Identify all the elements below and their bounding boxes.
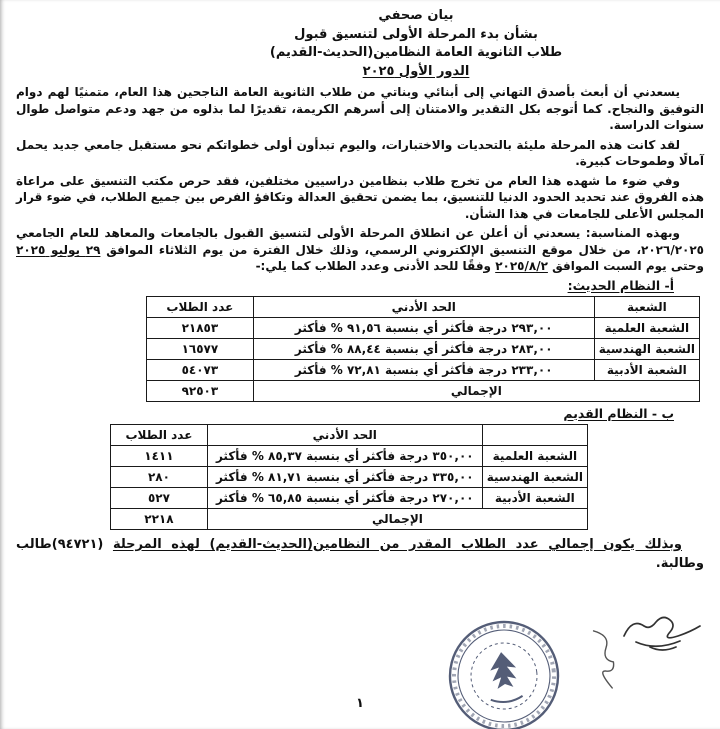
- count-cell: ١٤١١: [111, 445, 208, 466]
- header-track: الشعبة: [594, 296, 699, 317]
- track-cell: الشعبة الأدبية: [594, 359, 699, 380]
- table-row: [147, 317, 700, 338]
- announcement-text-2: وحتى يوم السبت الموافق: [547, 259, 704, 273]
- minimum-cell: ٢٧٠,٠٠ درجة فأكثر أي بنسبة ٦٥,٨٥ % فأكثر: [207, 487, 482, 508]
- total-count-cell: ٢٢١٨: [111, 508, 208, 529]
- section-modern-title: أ- النظام الحديث:: [567, 277, 674, 293]
- section-modern-label: [16, 278, 674, 293]
- end-date: ٢٠٢٥/٨/٢: [495, 259, 548, 273]
- minimum-cell: ٢٩٣,٠٠ درجة فأكثر أي بنسبة ٩١,٥٦ % فأكثر: [253, 317, 594, 338]
- table-row: [111, 487, 588, 508]
- modern-system-table: [146, 296, 700, 402]
- doc-title-session: الدور الأول ٢٠٢٥: [362, 63, 470, 79]
- header-track: [482, 424, 587, 445]
- announcement-text-1: وبهذه المناسبة: يسعدني أن أعلن عن انطلاق المرحلة الأولى لتنسيق القبول بالجامعات والمعاهد للعام الجامعي ٢٠٢٦/٢٠٢٥، من خلال موقع التنسيق الإلكتروني الرسمي، وذلك خلال الفترة من يوم الثلاثاء الموافق: [16, 226, 704, 257]
- table-row: [111, 445, 588, 466]
- header-minimum: الحد الأدني: [207, 424, 482, 445]
- count-cell: ٥٤٠٧٣: [147, 359, 254, 380]
- total-label-cell: الإجمالي: [253, 380, 699, 401]
- total-count-cell: ٩٢٥٠٣: [147, 380, 254, 401]
- doc-title-line-1: بيان صحفي: [378, 8, 454, 23]
- count-cell: ٥٢٧: [111, 487, 208, 508]
- track-cell: الشعبة العلمية: [482, 445, 587, 466]
- track-cell: الشعبة الهندسية: [594, 338, 699, 359]
- document-header: [16, 7, 704, 81]
- closing-paragraph: [16, 535, 704, 573]
- track-cell: الشعبة العلمية: [594, 317, 699, 338]
- table-row: [111, 466, 588, 487]
- paragraph-greeting: يسعدني أن أبعث بأصدق التهاني إلى أبنائي وبناتي من طلاب الثانوية العامة الناجحين هذا العام، متمنيًا لهم دوام التوفيق والنجاح. كما أتوجه بكل التقدير والامتنان إلى أسرهم الكريمة، تقديرًا لما بذلوه من جهد ودعم متواصل طوال سنوات الدراسة.: [16, 85, 704, 132]
- handwritten-signature-icon: [618, 610, 710, 652]
- doc-title-line-3: طلاب الثانوية العامة النظامين(الحديث-القديم): [269, 45, 563, 60]
- paragraph-encouragement: لقد كانت هذه المرحلة مليئة بالتحديات والاختبارات، واليوم تبدأون أولى خطواتكم نحو مستقبل جامعي جديد يحمل آمالًا وطموحات كبيرة.: [16, 137, 704, 168]
- old-table-header-row: [111, 424, 588, 445]
- start-date: ٢٩ يوليو ٢٠٢٥: [16, 242, 101, 257]
- minimum-cell: ٢٨٣,٠٠ درجة فأكثر أي بنسبة ٨٨,٤٤ % فأكثر: [253, 338, 594, 359]
- count-cell: ١٦٥٧٧: [147, 338, 254, 359]
- header-student-count: عدد الطلاب: [111, 424, 208, 445]
- header-minimum: الحد الأدني: [253, 296, 594, 317]
- minimum-cell: ٣٣٥,٠٠ درجة فأكثر أي بنسبة ٨١,٧١ % فأكثر: [207, 466, 482, 487]
- page-number: ١: [356, 696, 364, 711]
- track-cell: الشعبة الهندسية: [482, 466, 587, 487]
- closing-total-number: (٩٤٧٢١)طالب وطالبة.: [16, 536, 704, 571]
- table-total-row: [147, 380, 700, 401]
- announcement-text-3: وفقًا للحد الأدنى وعدد الطلاب كما يلي:-: [255, 259, 496, 273]
- minimum-cell: ٢٣٣,٠٠ درجة فأكثر أي بنسبة ٧٢,٨١ % فأكثر: [253, 359, 594, 380]
- total-label-cell: الإجمالي: [207, 508, 587, 529]
- count-cell: ٢١٨٥٣: [147, 317, 254, 338]
- paragraph-two-systems: وفي ضوء ما شهده هذا العام من تخرج طلاب بنظامين دراسيين مختلفين، فقد حرص مكتب التنسيق على مراعاة هذه الفروق عند تحديد الحدود الدنيا للتنسيق، بما يضمن تحقيق العدالة وتكافؤ الفرص بين جميع الطلاب، في ضوء قرار المجلس الأعلى للجامعات في هذا الشأن.: [16, 173, 704, 221]
- minimum-cell: ٣٥٠,٠٠ درجة فأكثر أي بنسبة ٨٥,٣٧ % فأكثر: [207, 445, 482, 466]
- table-row: [147, 359, 700, 380]
- eagle-emblem-icon: [488, 651, 518, 690]
- section-old-title: ب - النظام القديم: [563, 405, 674, 421]
- header-student-count: عدد الطلاب: [147, 296, 254, 317]
- track-cell: الشعبة الأدبية: [482, 487, 587, 508]
- table-total-row: [111, 508, 588, 529]
- secondary-scribble-icon: [581, 621, 633, 697]
- doc-title-line-2: بشأن بدء المرحلة الأولى لتنسيق قبول: [294, 26, 538, 42]
- closing-total-statement: وبذلك يكون إجمالي عدد الطلاب المقدر من النظامين(الحديث-القديم) لهذه المرحلة: [112, 536, 682, 552]
- old-system-table: [110, 424, 588, 530]
- section-old-label: [16, 406, 674, 421]
- count-cell: ٢٨٠: [111, 466, 208, 487]
- modern-table-header-row: [147, 296, 700, 317]
- paragraph-announcement: [16, 225, 704, 275]
- table-row: [147, 338, 700, 359]
